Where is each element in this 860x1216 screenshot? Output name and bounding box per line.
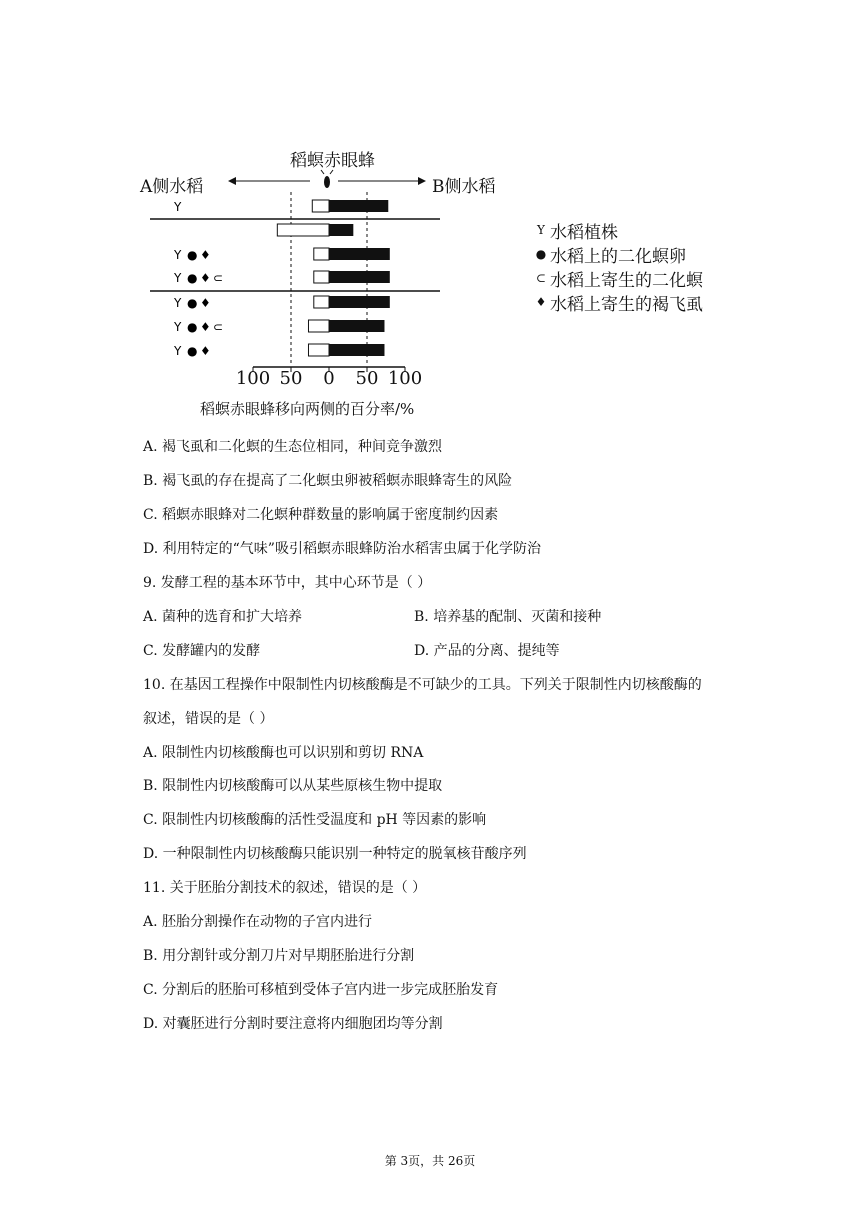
q8-option-c: C. 稻螟赤眼蜂对二化螟种群数量的影响属于密度制约因素 — [143, 507, 499, 523]
borer-egg-icon: ● — [187, 248, 198, 262]
row-icon-group — [173, 200, 223, 358]
borer-egg-icon: ● — [187, 320, 198, 334]
borer-larva-icon: ⊂ — [535, 271, 547, 285]
bar-a-side — [308, 344, 329, 356]
bar-b-side — [329, 224, 353, 236]
legend-item — [532, 266, 703, 290]
planthopper-icon: ♦ — [200, 248, 211, 262]
rice-plant-icon: Y — [537, 223, 545, 237]
bar-a-side — [314, 296, 329, 308]
bar-a-side — [277, 224, 329, 236]
q11-option-c: C. 分割后的胚胎可移植到受体子宫内进一步完成胚胎发育 — [143, 982, 499, 998]
figure-title: 稻螟赤眼蜂 — [290, 151, 375, 171]
q9-option-d: D. 产品的分离、提纯等 — [414, 643, 560, 659]
q8-option-d: D. 利用特定的“气味”吸引稻螟赤眼蜂防治水稻害虫属于化学防治 — [143, 541, 541, 557]
rice-plant-icon: Y — [174, 296, 182, 310]
legend-label: 水稻上寄生的二化螟 — [550, 270, 703, 291]
bar-a-side — [312, 200, 329, 212]
q10-option-b: B. 限制性内切核酸酶可以从某些原核生物中提取 — [143, 778, 443, 794]
q9-stem: 9. 发酵工程的基本环节中，其中心环节是（ ） — [143, 575, 432, 591]
q10-option-a: A. 限制性内切核酸酶也可以识别和剪切 RNA — [143, 745, 424, 761]
x-tick-label: 50 — [355, 368, 379, 389]
borer-egg-icon: ● — [535, 247, 547, 261]
legend-item — [532, 290, 703, 314]
q10-stem: 10. 在基因工程操作中限制性内切核酸酶是不可缺少的工具。下列关于限制性内切核酸酶的 — [143, 677, 702, 693]
q9-option-c: C. 发酵罐内的发酵 — [143, 643, 261, 659]
x-axis-label: 稻螟赤眼蜂移向两侧的百分率/% — [200, 400, 415, 418]
bar-a-side — [314, 271, 329, 283]
bar-group — [277, 200, 389, 356]
rice-plant-icon: Y — [174, 271, 182, 285]
planthopper-icon: ♦ — [200, 271, 211, 285]
q10-stem-cont: 叙述，错误的是（ ） — [143, 711, 274, 727]
q9-option-b: B. 培养基的配制、灭菌和接种 — [414, 609, 602, 625]
borer-egg-icon: ● — [187, 271, 198, 285]
bar-b-side — [329, 200, 388, 212]
legend-item — [532, 218, 703, 242]
bar-b-side — [329, 344, 384, 356]
bar-b-side — [329, 248, 390, 260]
q10-option-c: C. 限制性内切核酸酶的活性受温度和 pH 等因素的影响 — [143, 812, 487, 828]
page-footer: 第 3页，共 26页 — [384, 1154, 476, 1168]
q11-stem: 11. 关于胚胎分割技术的叙述，错误的是（ ） — [143, 880, 427, 896]
rice-plant-icon: Y — [174, 248, 182, 262]
bar-b-side — [329, 320, 384, 332]
bar-b-side — [329, 296, 390, 308]
figure-wasp-choice — [140, 140, 740, 425]
q11-option-d: D. 对囊胚进行分割时要注意将内细胞团均等分割 — [143, 1016, 443, 1032]
bar-a-side — [314, 248, 329, 260]
legend-item — [532, 242, 703, 266]
x-tick-label: 100 — [387, 368, 423, 389]
q9-option-a: A. 菌种的选育和扩大培养 — [143, 609, 303, 625]
rice-plant-icon: Y — [174, 200, 182, 214]
q10-option-d: D. 一种限制性内切核酸酶只能识别一种特定的脱氧核苷酸序列 — [143, 846, 527, 862]
planthopper-icon: ♦ — [200, 320, 211, 334]
planthopper-icon: ♦ — [200, 344, 211, 358]
borer-larva-icon: ⊂ — [213, 320, 224, 334]
x-tick-label: 50 — [279, 368, 303, 389]
borer-egg-icon: ● — [187, 296, 198, 310]
q11-option-a: A. 胚胎分割操作在动物的子宫内进行 — [143, 914, 373, 930]
rice-plant-icon: Y — [174, 344, 182, 358]
q11-option-b: B. 用分割针或分割刀片对早期胚胎进行分割 — [143, 948, 415, 964]
q8-option-a: A. 褐飞虱和二化螟的生态位相同，种间竞争激烈 — [143, 439, 443, 455]
legend-label: 水稻上寄生的褐飞虱 — [550, 294, 703, 315]
wasp-icon — [321, 170, 333, 188]
borer-larva-icon: ⊂ — [213, 271, 224, 285]
legend-label: 水稻上的二化螟卵 — [550, 246, 686, 267]
rice-plant-icon: Y — [174, 320, 182, 334]
q8-option-b: B. 褐飞虱的存在提高了二化螟虫卵被稻螟赤眼蜂寄生的风险 — [143, 473, 513, 489]
bar-a-side — [308, 320, 329, 332]
bar-b-side — [329, 271, 390, 283]
side-b-label: B侧水稻 — [432, 177, 496, 197]
side-a-label: A侧水稻 — [140, 177, 204, 197]
x-tick-label: 100 — [235, 368, 271, 389]
choice-bar-chart — [140, 140, 440, 380]
borer-egg-icon: ● — [187, 344, 198, 358]
planthopper-icon: ♦ — [535, 295, 547, 309]
legend-label: 水稻植株 — [550, 222, 618, 243]
x-tick-label: 0 — [323, 368, 335, 389]
legend — [532, 218, 703, 314]
planthopper-icon: ♦ — [200, 296, 211, 310]
